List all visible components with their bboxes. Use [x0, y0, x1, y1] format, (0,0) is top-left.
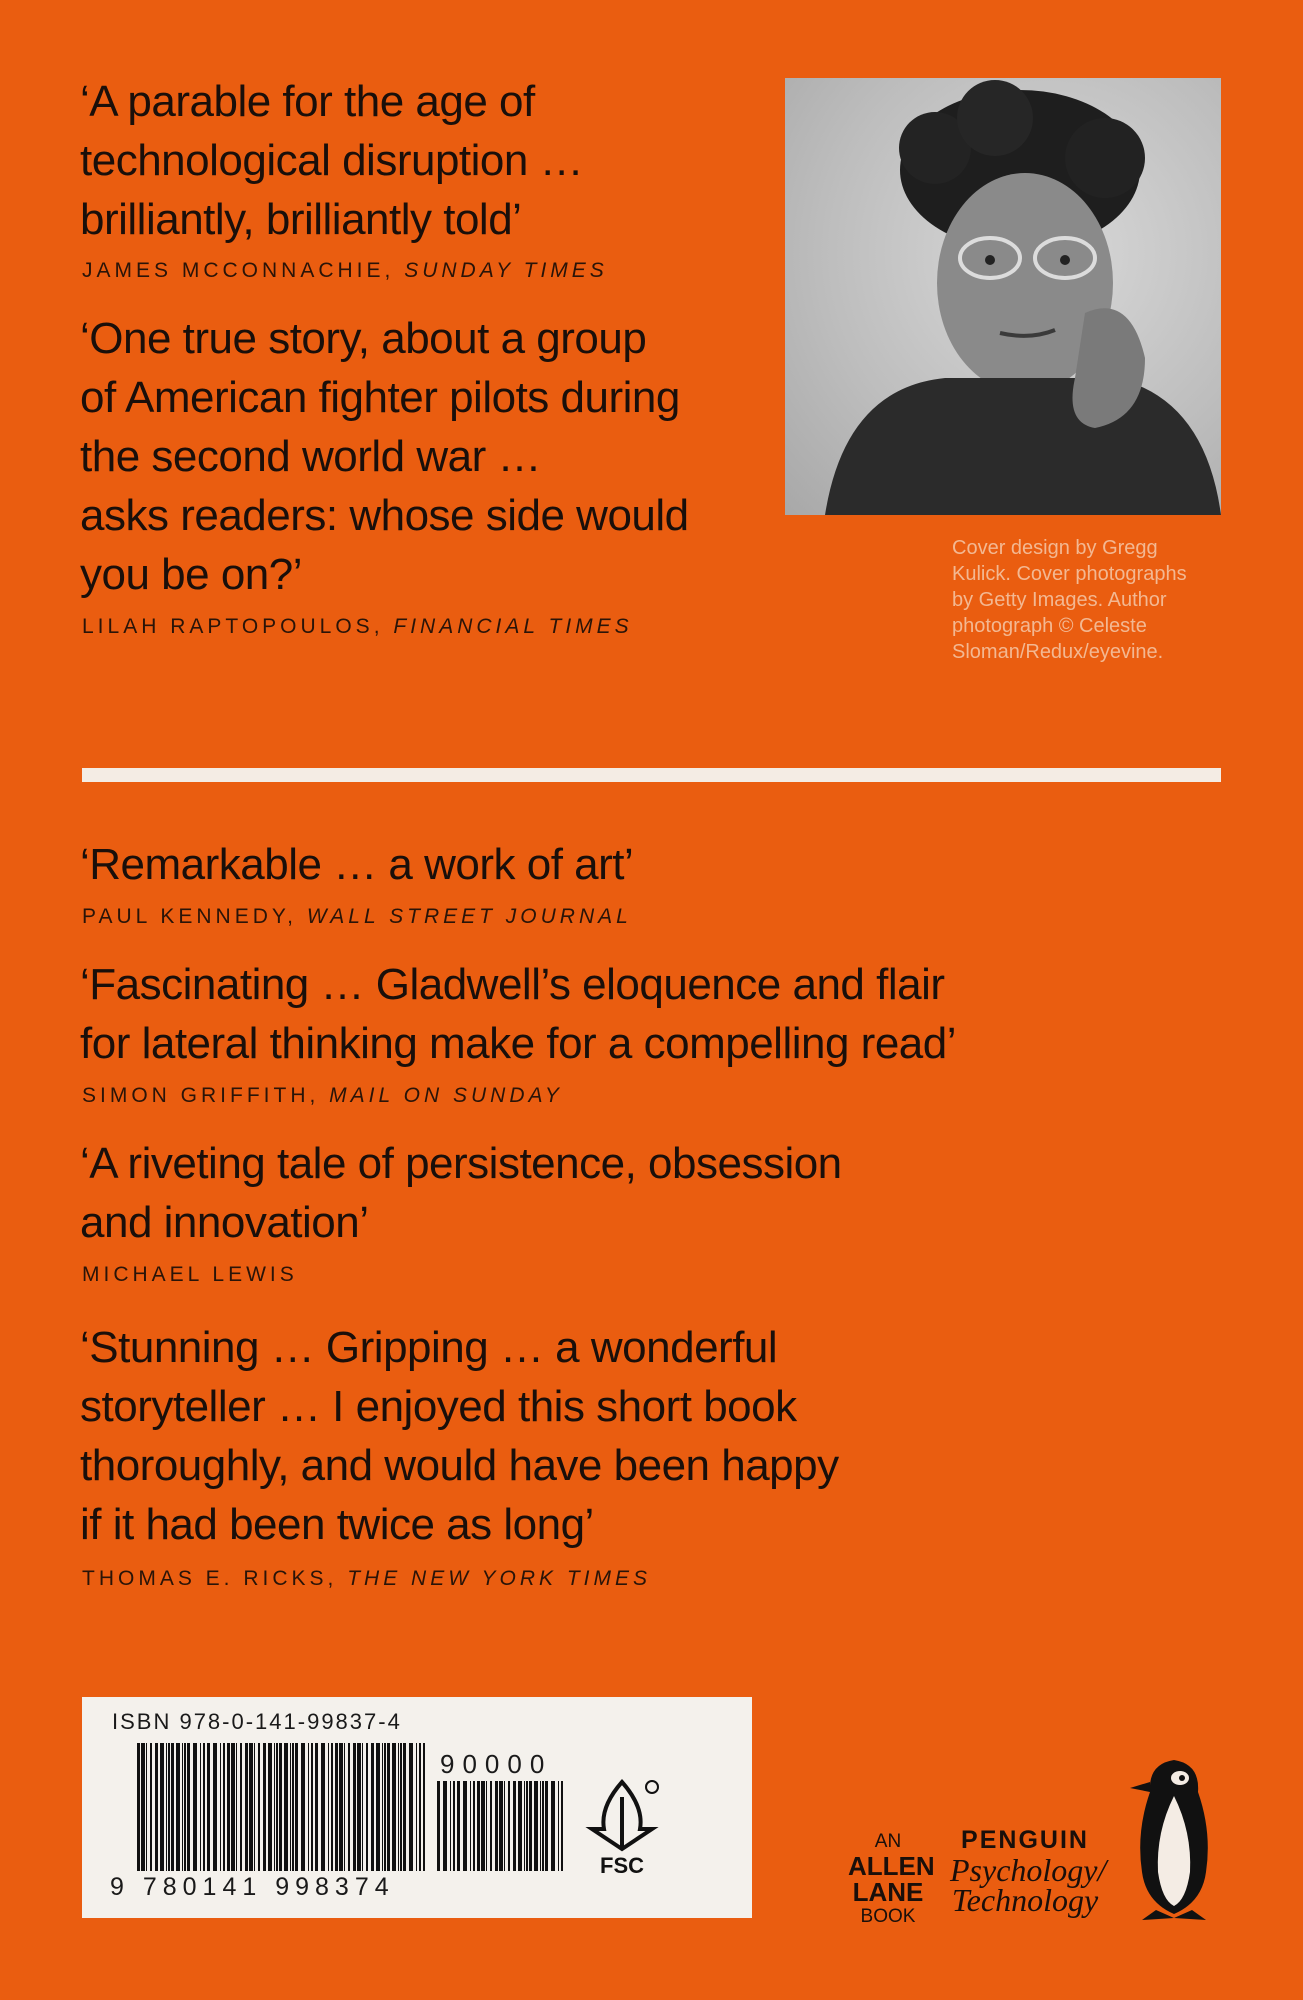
barcode-panel — [82, 1697, 752, 1918]
attribution-name: THOMAS E. RICKS, — [82, 1567, 338, 1590]
barcode-bar — [353, 1743, 356, 1871]
barcode-bar — [200, 1743, 201, 1871]
barcode-bar — [301, 1743, 305, 1871]
barcode-bar — [160, 1743, 164, 1871]
barcode-bar — [193, 1743, 197, 1871]
barcode-bar — [187, 1743, 190, 1871]
barcode-bar — [403, 1743, 406, 1871]
attribution-publication: MAIL ON SUNDAY — [329, 1084, 563, 1107]
price-barcode — [437, 1781, 567, 1871]
imprint-book: BOOK — [860, 1906, 916, 1927]
barcode-bar — [258, 1743, 260, 1871]
quote-1: ‘A parable for the age of technological disruption … brilliantly, brilliantly told’ — [80, 77, 584, 244]
barcode-bar — [400, 1743, 402, 1871]
quote-6-attribution — [82, 1567, 651, 1591]
barcode-bar — [371, 1743, 374, 1871]
barcode-bar — [419, 1743, 421, 1871]
fsc-logo-icon — [582, 1777, 662, 1877]
barcode-bar — [284, 1743, 288, 1871]
barcode-bar — [486, 1781, 487, 1871]
attribution-publication: THE NEW YORK TIMES — [347, 1567, 652, 1590]
barcode-bar — [137, 1743, 140, 1871]
barcode-bar — [398, 1743, 399, 1871]
barcode-bar — [545, 1781, 548, 1871]
barcode-bar — [176, 1743, 180, 1871]
barcode-bar — [223, 1743, 225, 1871]
attribution-name: JAMES MCCONNACHIE, — [82, 259, 395, 282]
barcode-bar — [508, 1781, 510, 1871]
barcode-bar — [382, 1743, 383, 1871]
quote-2: ‘One true story, about a group of American fighter pilots during the second world war … asks readers: whose side would you be on?’ — [80, 314, 689, 599]
barcode-bar — [473, 1781, 475, 1871]
penguin-logo-icon — [1128, 1752, 1220, 1922]
imprint-allen: ALLEN — [848, 1851, 935, 1881]
barcode-bar — [227, 1743, 230, 1871]
barcode-bar — [321, 1743, 325, 1871]
barcode-bar — [276, 1743, 278, 1871]
publisher-name: PENGUIN — [961, 1826, 1089, 1854]
attribution-name: SIMON GRIFFITH, — [82, 1084, 320, 1107]
quote-5-attribution — [82, 1263, 298, 1287]
barcode-bar — [392, 1743, 396, 1871]
quote-5: ‘A riveting tale of persistence, obsession and innovation’ — [80, 1139, 842, 1247]
barcode-bar — [384, 1743, 386, 1871]
barcode-bar — [495, 1781, 498, 1871]
barcode-bar — [213, 1743, 217, 1871]
barcode-bar — [534, 1781, 538, 1871]
barcode-bar — [207, 1743, 210, 1871]
barcode-bar — [328, 1743, 329, 1871]
barcode-bar — [263, 1743, 266, 1871]
barcode-bar — [366, 1743, 368, 1871]
barcode-bar — [245, 1743, 248, 1871]
barcode-bar — [295, 1743, 298, 1871]
barcode-bar — [558, 1781, 559, 1871]
barcode-bar — [524, 1781, 525, 1871]
series-label — [950, 1826, 1107, 1918]
price-code: 90000 — [440, 1749, 553, 1779]
barcode-bar — [387, 1743, 390, 1871]
allen-lane-imprint — [848, 1830, 935, 1928]
quote-3-attribution — [82, 905, 632, 929]
barcode-bar — [499, 1781, 503, 1871]
barcode-bar — [526, 1781, 528, 1871]
attribution-name: LILAH RAPTOPOULOS, — [82, 615, 384, 638]
barcode-bar — [561, 1781, 563, 1871]
barcode-bar — [437, 1781, 440, 1871]
quote-1-attribution — [82, 259, 608, 283]
barcode-bar — [274, 1743, 275, 1871]
barcode-bar — [279, 1743, 282, 1871]
barcode-bar — [240, 1743, 242, 1871]
attribution-name: MICHAEL LEWIS — [82, 1263, 298, 1286]
barcode-bar — [453, 1781, 455, 1871]
barcode-bar — [236, 1743, 237, 1871]
barcode-bar — [423, 1743, 425, 1871]
barcode-bar — [477, 1781, 480, 1871]
attribution-name: PAUL KENNEDY, — [82, 905, 298, 928]
barcode-bar — [182, 1743, 183, 1871]
barcode-bar — [518, 1781, 522, 1871]
barcode-bar — [308, 1743, 309, 1871]
barcode-bar — [490, 1781, 492, 1871]
barcode-bar — [311, 1743, 313, 1871]
series-subject: Psychology/ Technology — [950, 1852, 1107, 1918]
barcode-bar — [171, 1743, 174, 1871]
barcode-bar — [463, 1781, 467, 1871]
fsc-text: FSC — [600, 1853, 644, 1877]
attribution-publication: WALL STREET JOURNAL — [306, 905, 632, 928]
imprint-an: AN — [874, 1831, 902, 1852]
isbn-digits: 9 780141 998374 — [110, 1873, 395, 1901]
barcode-bar — [409, 1743, 413, 1871]
barcode-bar — [220, 1743, 221, 1871]
section-divider — [82, 768, 1221, 782]
quote-2-attribution — [82, 615, 633, 639]
attribution-publication: SUNDAY TIMES — [404, 259, 608, 282]
barcode-bar — [231, 1743, 235, 1871]
barcode-bar — [290, 1743, 291, 1871]
barcode-bar — [315, 1743, 318, 1871]
barcode-bar — [150, 1743, 152, 1871]
author-portrait-image — [785, 78, 1221, 515]
barcode-bar — [504, 1781, 505, 1871]
barcode-bar — [443, 1781, 447, 1871]
barcode-bar — [168, 1743, 170, 1871]
quote-4-attribution — [82, 1084, 563, 1108]
barcode-bar — [339, 1743, 343, 1871]
barcode-bar — [155, 1743, 158, 1871]
barcode-bar — [529, 1781, 532, 1871]
barcode-bar — [254, 1743, 255, 1871]
isbn-barcode — [137, 1743, 427, 1871]
barcode-bar — [335, 1743, 338, 1871]
barcode-bar — [416, 1743, 417, 1871]
barcode-bar — [376, 1743, 380, 1871]
barcode-bar — [470, 1781, 471, 1871]
imprint-lane: LANE — [852, 1877, 924, 1907]
barcode-bar — [203, 1743, 205, 1871]
barcode-bar — [249, 1743, 253, 1871]
barcode-bar — [141, 1743, 145, 1871]
barcode-bar — [542, 1781, 544, 1871]
barcode-bar — [457, 1781, 460, 1871]
barcode-bar — [331, 1743, 333, 1871]
barcode-bar — [292, 1743, 294, 1871]
barcode-bar — [146, 1743, 147, 1871]
quote-6: ‘Stunning … Gripping … a wonderful storyteller … I enjoyed this short book thoroughly, and would have been happy if it had been twice as long’ — [80, 1323, 839, 1549]
cover-credit: Cover design by Gregg Kulick. Cover photographs by Getty Images. Author photograph © Celeste Sloman/Redux/eyevine. — [952, 537, 1187, 663]
barcode-bar — [357, 1743, 361, 1871]
barcode-bar — [166, 1743, 167, 1871]
barcode-bar — [540, 1781, 541, 1871]
barcode-bar — [481, 1781, 485, 1871]
barcode-bar — [348, 1743, 350, 1871]
barcode-bar — [184, 1743, 186, 1871]
barcode-bar — [344, 1743, 345, 1871]
isbn-label: ISBN 978-0-141-99837-4 — [112, 1709, 402, 1734]
barcode-bar — [551, 1781, 555, 1871]
barcode-bar — [513, 1781, 516, 1871]
barcode-bar — [268, 1743, 272, 1871]
quote-4: ‘Fascinating … Gladwell’s eloquence and flair for lateral thinking make for a compelling read’ — [80, 960, 957, 1068]
barcode-bar — [450, 1781, 451, 1871]
author-photo — [785, 78, 1221, 515]
quote-3: ‘Remarkable … a work of art’ — [80, 840, 634, 889]
attribution-publication: FINANCIAL TIMES — [393, 615, 633, 638]
barcode-bar — [362, 1743, 363, 1871]
